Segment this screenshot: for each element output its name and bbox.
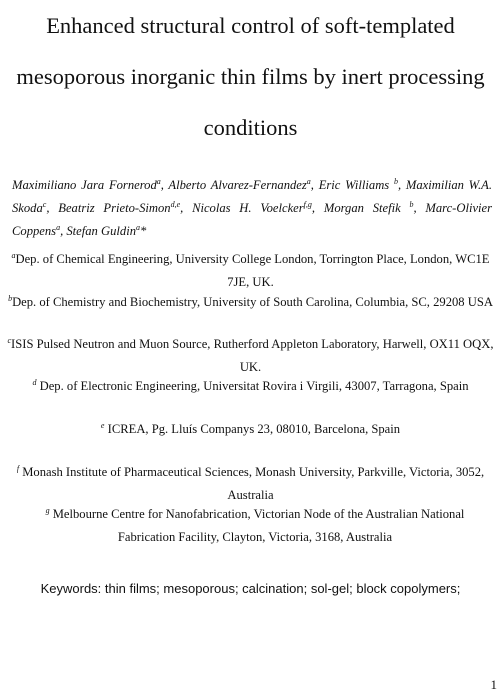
author-name: Eric Williams (318, 178, 394, 192)
author-name: Maximilian W.A. Skoda (12, 178, 492, 215)
paper-title (0, 0, 501, 153)
author-separator: , (180, 201, 193, 215)
keywords: Keywords: thin films; mesoporous; calcination; sol-gel; block copolymers; (40, 581, 461, 596)
author-affiliation-marker: c (42, 199, 47, 209)
affiliation-g: $^g$ Melbourne Centre for Nanofabrication, Victorian Node of the Australian National Fabrication Facility, Clayton, Victoria, 3168, Australia (45, 505, 465, 544)
author-separator: , (310, 178, 319, 192)
author-name: Morgan Stefik (323, 201, 410, 215)
author-affiliation-marker: d,e (170, 199, 181, 209)
author-affiliation-marker: a (56, 222, 61, 232)
affiliation-e: $^e$ ICREA, Pg. Lluís Companys 23, 08010, Barcelona, Spain (100, 420, 401, 436)
author-separator: , (311, 201, 324, 215)
title-line-1: Enhanced structural control of soft-templated (46, 13, 455, 38)
author-separator: , (160, 178, 169, 192)
author-separator: , (413, 201, 426, 215)
author-name: Beatriz Prieto-Simon (58, 201, 171, 215)
affiliation-f: $^f$ Monash Institute of Pharmaceutical Sciences, Monash University, Parkville, Victoria, 3052, Australia (16, 463, 485, 502)
title-line-2: mesoporous inorganic thin films by inert processing (16, 64, 485, 89)
author-affiliation-marker: a (306, 176, 311, 186)
author-separator: , (46, 201, 59, 215)
author-name: Maximiliano Jara Fornerod (12, 178, 157, 192)
title-line-3: conditions (203, 115, 298, 140)
author-affiliation-marker: f,g (303, 199, 312, 209)
author-affiliation-marker: b (393, 176, 398, 186)
author-name: Alberto Alvarez-Fernandez (168, 178, 307, 192)
affiliation-b: $^b$Dep. of Chemistry and Biochemistry, University of South Carolina, Columbia, SC, 29208 USA (8, 293, 493, 309)
author-affiliation-marker: a (136, 222, 140, 232)
author-affiliation-marker: a (156, 176, 161, 186)
author-name: Marc-Olivier Coppens (12, 201, 493, 238)
author-separator: , (397, 178, 406, 192)
author-name: Nicolas H. Voelcker (192, 201, 304, 215)
author-separator: * (140, 224, 147, 238)
page-number: 1 (490, 677, 497, 692)
author-list (12, 174, 492, 243)
affiliation-d: $^d$ Dep. of Electronic Engineering, Universitat Rovira i Virgili, 43007, Tarragona, Spain (32, 377, 469, 393)
affiliation-c: $^c$ISIS Pulsed Neutron and Muon Source, Rutherford Appleton Laboratory, Harwell, OX11 OQX, UK. (7, 335, 494, 374)
author-name: Stefan Guldin (66, 224, 136, 238)
author-separator: , (60, 224, 67, 238)
affiliation-a: $^a$Dep. of Chemical Engineering, University College London, Torrington Place, London, WC1E 7JE, UK. (11, 250, 490, 289)
author-affiliation-marker: b (409, 199, 414, 209)
